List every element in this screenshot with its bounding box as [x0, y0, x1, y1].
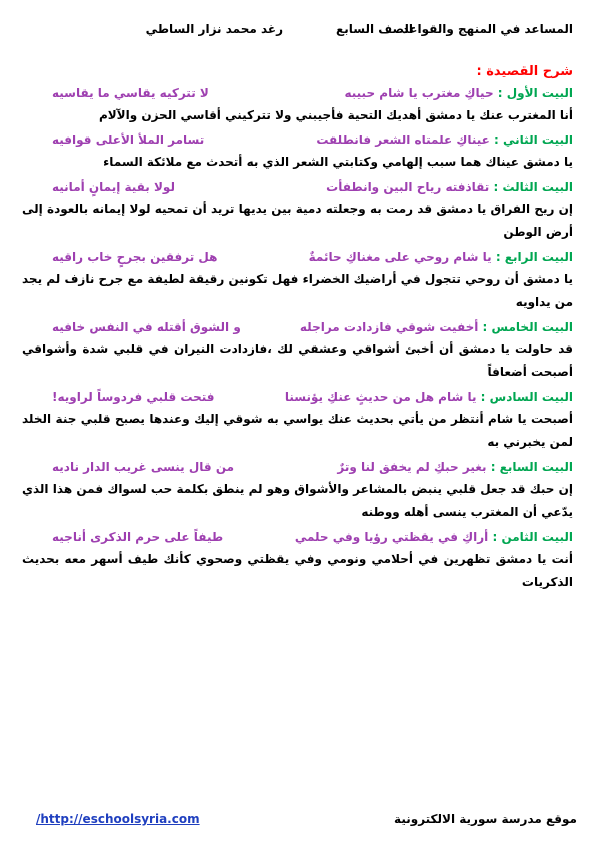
verse-second-hemistich: هل ترفقين بجرحٍ خاب راقيه [52, 250, 218, 264]
verse-second-hemistich: لولا بقية إيمانٍ أمانيه [52, 180, 175, 194]
verse-label: البيت الخامس : [482, 320, 573, 334]
verse-label: البيت الأول : [497, 86, 573, 100]
verse-first-hemistich: يا شام هل من حديثٍ عنكِ يؤنسنا [284, 390, 477, 404]
verse-explanation-5: قد حاولت يا دمشق أن أخبئ أشواقي وعشقي لك ،فازدادت النيران في قلبي شدة وأشواقي أصبحت أضعافاً [22, 342, 573, 379]
verse-line-2 [22, 129, 573, 151]
verse-line-1 [22, 82, 573, 104]
verse-label: البيت الثاني : [494, 133, 573, 147]
verse-explanation-7: إن حبك قد جعل قلبي ينبض بالمشاعر والأشواق وهو لم ينطق بكلمة حب لسواك فمن هذا الذي يدّعي أن المغترب ينسى أهله ووطنه [22, 482, 573, 519]
verse-first-hemistich: بغير حبكِ لم يخفق لنا وترٌ [337, 460, 487, 474]
footer-link[interactable]: /http://eschoolsyria.com [36, 812, 200, 826]
verse-label: البيت الرابع : [495, 250, 573, 264]
verse-first-hemistich: تقاذفته رياح البين وانطفأت [326, 180, 490, 194]
verse-line-6 [22, 386, 573, 408]
verse-explanation-3: إن ريح الفراق يا دمشق قد رمت به وجعلته دمية بين يديها تريد أن تمحيه لولا إيمانه بالعودة إلى أرض الوطن [22, 202, 573, 239]
verse-explanation-2: يا دمشق عيناك هما سبب إلهامي وكتابتي الشعر الذي به أتحدث مع ملائكة السماء [103, 155, 573, 169]
verse-second-hemistich: من قال ينسى غريب الدار ناديه [52, 460, 235, 474]
header-author: رغد محمد نزار الساطي [145, 22, 283, 36]
verse-explanation-4: يا دمشق أن روحي تتجول في أراضيك الخضراء فهل تكونين رقيقة لطيفة مع جرح نازف لم يجد من يداويه [22, 272, 573, 309]
verse-first-hemistich: يا شام روحي على مغناكِ حائمةٌ [308, 250, 492, 264]
page-header [20, 22, 573, 40]
verse-line-4 [22, 246, 573, 268]
page-footer [36, 812, 577, 832]
verse-label: البيت السادس : [480, 390, 573, 404]
footer-site-name: موقع مدرسة سورية الالكترونية [394, 812, 577, 826]
verse-label: البيت السابع : [490, 460, 573, 474]
verse-line-3 [22, 176, 573, 198]
verse-second-hemistich: طيفاً على حرم الذكرى أناجيه [52, 530, 224, 544]
verse-first-hemistich: أخفيت شوقي فازدادت مراجله [299, 320, 479, 334]
verse-second-hemistich: و الشوق أقتله في النفس خافيه [52, 320, 241, 334]
verse-explanation-8: أنت يا دمشق تظهرين في أحلامي ونومي وفي يقظتي وصحوي كأنك طيف أسهر معه بحديث الذكريات [22, 552, 573, 589]
verse-label: البيت الثامن : [492, 530, 573, 544]
verse-first-hemistich: أراكِ في يقظتي رؤيا وفي حلمي [294, 530, 489, 544]
verse-line-8 [22, 526, 573, 548]
verse-line-7 [22, 456, 573, 478]
header-subject: المساعد في المنهج والقواعد [402, 22, 573, 36]
verse-explanation-6: أصبحت يا شام أنتظر من يأتي بحديث عنك يواسي به شوقي إليك وعندها يصبح قلبي جنة الخلد لمن يخبرني به [22, 412, 573, 449]
verse-second-hemistich: تسامر الملأ الأعلى قوافيه [52, 133, 205, 147]
verse-first-hemistich: عيناكِ علمتاه الشعر فانطلقت [316, 133, 490, 147]
verse-second-hemistich: فتحت قلبي فردوساً لراويه! [52, 390, 215, 404]
verse-line-5 [22, 316, 573, 338]
verse-explanation-1: أنا المغترب عنك يا دمشق أهديك التحية فأجيبني ولا تتركيني أقاسي الحزن والآلام [98, 108, 573, 122]
verse-first-hemistich: حياكِ مغترب يا شام حبيبه [344, 86, 494, 100]
verse-label: البيت الثالث : [493, 180, 573, 194]
poem-explanation [22, 62, 573, 596]
header-grade: الصف السابع [336, 22, 413, 36]
verse-second-hemistich: لا تتركيه يقاسي ما يقاسيه [52, 86, 209, 100]
section-title: شرح القصيدة : [476, 64, 573, 79]
